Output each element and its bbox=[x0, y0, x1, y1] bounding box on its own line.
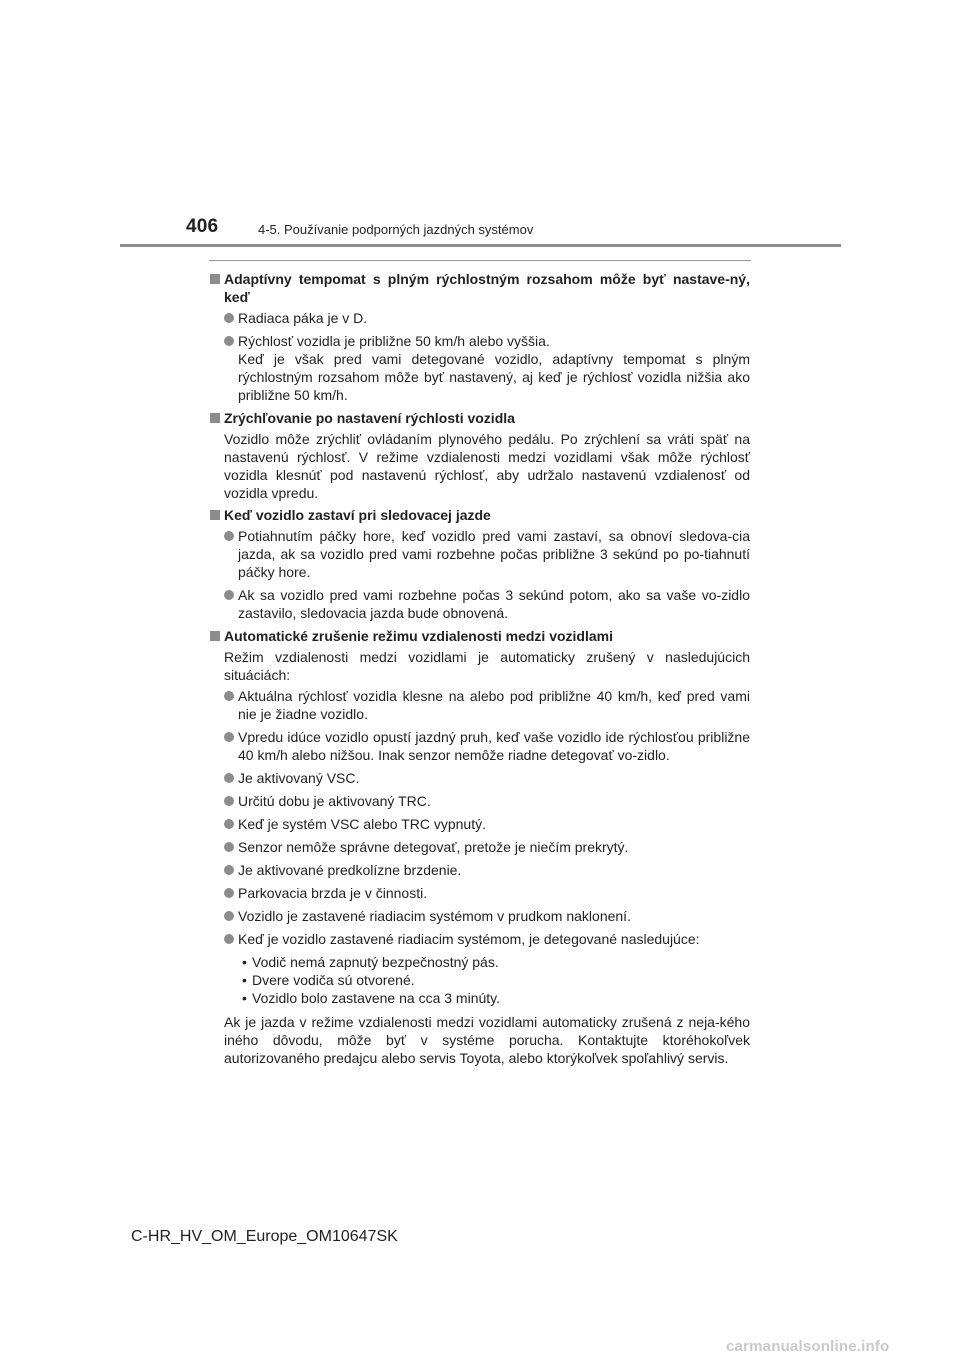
list-item bbox=[208, 687, 750, 723]
list-item-text: Ak sa vozidlo pred vami rozbehne počas 3 sekúnd potom, ako sa vaše vo-zidlo zastavilo, sledovacia jazda bude obnovená. bbox=[238, 587, 750, 621]
list-item bbox=[208, 309, 750, 327]
sub-list-item bbox=[238, 953, 750, 971]
section-heading bbox=[208, 270, 750, 306]
list-item-text: Určitú dobu je aktivovaný TRC. bbox=[238, 793, 431, 809]
section-heading bbox=[208, 627, 750, 645]
content-top-rule bbox=[209, 260, 751, 261]
list-item bbox=[208, 586, 750, 622]
sub-list-item bbox=[238, 971, 750, 989]
circle-bullet-icon bbox=[224, 888, 234, 898]
small-bullet-icon: • bbox=[242, 990, 247, 1006]
list-item-text: Je aktivovaný VSC. bbox=[238, 770, 360, 786]
square-bullet-icon bbox=[210, 510, 220, 520]
circle-bullet-icon bbox=[224, 773, 234, 783]
sub-list-item-text: Dvere vodiča sú otvorené. bbox=[252, 972, 415, 988]
circle-bullet-icon bbox=[224, 313, 234, 323]
list-item bbox=[208, 792, 750, 810]
document-code: C-HR_HV_OM_Europe_OM10647SK bbox=[131, 1228, 398, 1245]
list-item-text: Senzor nemôže správne detegovať, pretože je niečím prekrytý. bbox=[238, 839, 629, 855]
sub-list-item-text: Vozidlo bolo zastavene na cca 3 minúty. bbox=[252, 990, 501, 1006]
list-item-text: Keď je systém VSC alebo TRC vypnutý. bbox=[238, 816, 487, 832]
list-item-note: Keď je však pred vami detegované vozidlo, adaptívny tempomat s plným rýchlostným rozsahom môže byť nastavený, aj keď je rýchlosť vozidla nižšia ako približne 50 km/h. bbox=[238, 351, 750, 403]
section-paragraph: Vozidlo môže zrýchliť ovládaním plynového pedálu. Po zrýchlení sa vráti späť na nastavenú rýchlosť. V režime vzdialenosti medzi vozidlami však môže rýchlosť vozidla klesnúť pod nastavenú rýchlosť, aby udržalo nastavenú vzdialenosť od vozidla vpredu. bbox=[224, 431, 750, 501]
watermark: carmanualsonline.info bbox=[726, 1338, 890, 1355]
list-item bbox=[208, 527, 750, 581]
square-bullet-icon bbox=[210, 413, 220, 423]
circle-bullet-icon bbox=[224, 819, 234, 829]
section-automatic-cancel bbox=[208, 627, 750, 1067]
list-item bbox=[208, 907, 750, 925]
list-item-text: Potiahnutím páčky hore, keď vozidlo pred vami zastaví, sa obnoví sledova-cia jazda, ak sa vozidlo pred vami rozbehne počas približne 3 sekúnd po po-tiahnutí páčky hore. bbox=[238, 528, 750, 580]
list-item bbox=[208, 728, 750, 764]
section-heading-text: Zrýchľovanie po nastavení rýchlosti vozidla bbox=[224, 410, 515, 426]
list-item-text: Rýchlosť vozidla je približne 50 km/h alebo vyššia. bbox=[238, 333, 550, 349]
section-heading bbox=[208, 409, 750, 427]
circle-bullet-icon bbox=[224, 531, 234, 541]
section-activation-conditions bbox=[208, 270, 750, 404]
page-number: 406 bbox=[186, 216, 219, 237]
list-item-text: Je aktivované predkolízne brzdenie. bbox=[238, 862, 462, 878]
list-item-text: Parkovacia brzda je v činnosti. bbox=[238, 885, 428, 901]
circle-bullet-icon bbox=[224, 691, 234, 701]
list-item bbox=[208, 332, 750, 404]
list-item-text: Aktuálna rýchlosť vozidla klesne na alebo pod približne 40 km/h, keď pred vami nie je žiadne vozidlo. bbox=[238, 688, 750, 722]
sub-list bbox=[208, 953, 750, 1007]
small-bullet-icon: • bbox=[242, 954, 247, 970]
list-item-text: Radiaca páka je v D. bbox=[238, 310, 368, 326]
section-following-stop bbox=[208, 506, 750, 622]
circle-bullet-icon bbox=[224, 590, 234, 600]
circle-bullet-icon bbox=[224, 732, 234, 742]
section-acceleration bbox=[208, 409, 750, 502]
section-paragraph: Režim vzdialenosti medzi vozidlami je automaticky zrušený v nasledujúcich situáciách: bbox=[224, 649, 750, 683]
section-closing-paragraph: Ak je jazda v režime vzdialenosti medzi vozidlami automaticky zrušená z neja-kého iného dôvodu, môže byť v systéme porucha. Kontaktujte ktoréhokoľvek autorizovaného predajcu alebo servis Toyota, alebo ktorýkoľvek spoľahlivý servis. bbox=[224, 1014, 750, 1066]
list-item-text: Vozidlo je zastavené riadiacim systémom v prudkom naklonení. bbox=[238, 908, 631, 924]
circle-bullet-icon bbox=[224, 336, 234, 346]
circle-bullet-icon bbox=[224, 865, 234, 875]
section-heading-text: Adaptívny tempomat s plným rýchlostným rozsahom môže byť nastave-ný, keď bbox=[224, 271, 750, 305]
small-bullet-icon: • bbox=[242, 972, 247, 988]
list-item bbox=[208, 769, 750, 787]
section-heading-text: Automatické zrušenie režimu vzdialenosti medzi vozidlami bbox=[224, 628, 613, 644]
circle-bullet-icon bbox=[224, 911, 234, 921]
list-item-text: Keď je vozidlo zastavené riadiacim systémom, je detegované nasledujúce: bbox=[238, 931, 700, 947]
list-item bbox=[208, 815, 750, 833]
list-item bbox=[208, 838, 750, 856]
circle-bullet-icon bbox=[224, 796, 234, 806]
square-bullet-icon bbox=[210, 274, 220, 284]
circle-bullet-icon bbox=[224, 842, 234, 852]
section-heading-text: Keď vozidlo zastaví pri sledovacej jazde bbox=[224, 507, 491, 523]
list-item bbox=[208, 884, 750, 902]
list-item bbox=[208, 861, 750, 879]
page-content bbox=[208, 266, 750, 1070]
chapter-title: 4-5. Používanie podporných jazdných systémov bbox=[258, 222, 534, 237]
square-bullet-icon bbox=[210, 631, 220, 641]
list-item bbox=[208, 930, 750, 948]
circle-bullet-icon bbox=[224, 934, 234, 944]
section-heading bbox=[208, 506, 750, 524]
sub-list-item bbox=[238, 989, 750, 1007]
header-rule bbox=[120, 244, 841, 247]
sub-list-item-text: Vodič nemá zapnutý bezpečnostný pás. bbox=[252, 954, 499, 970]
list-item-text: Vpredu idúce vozidlo opustí jazdný pruh, keď vaše vozidlo ide rýchlosťou približne 40 km/h alebo nižšou. Inak senzor nemôže riadne detegovať vo-zidlo. bbox=[238, 729, 750, 763]
